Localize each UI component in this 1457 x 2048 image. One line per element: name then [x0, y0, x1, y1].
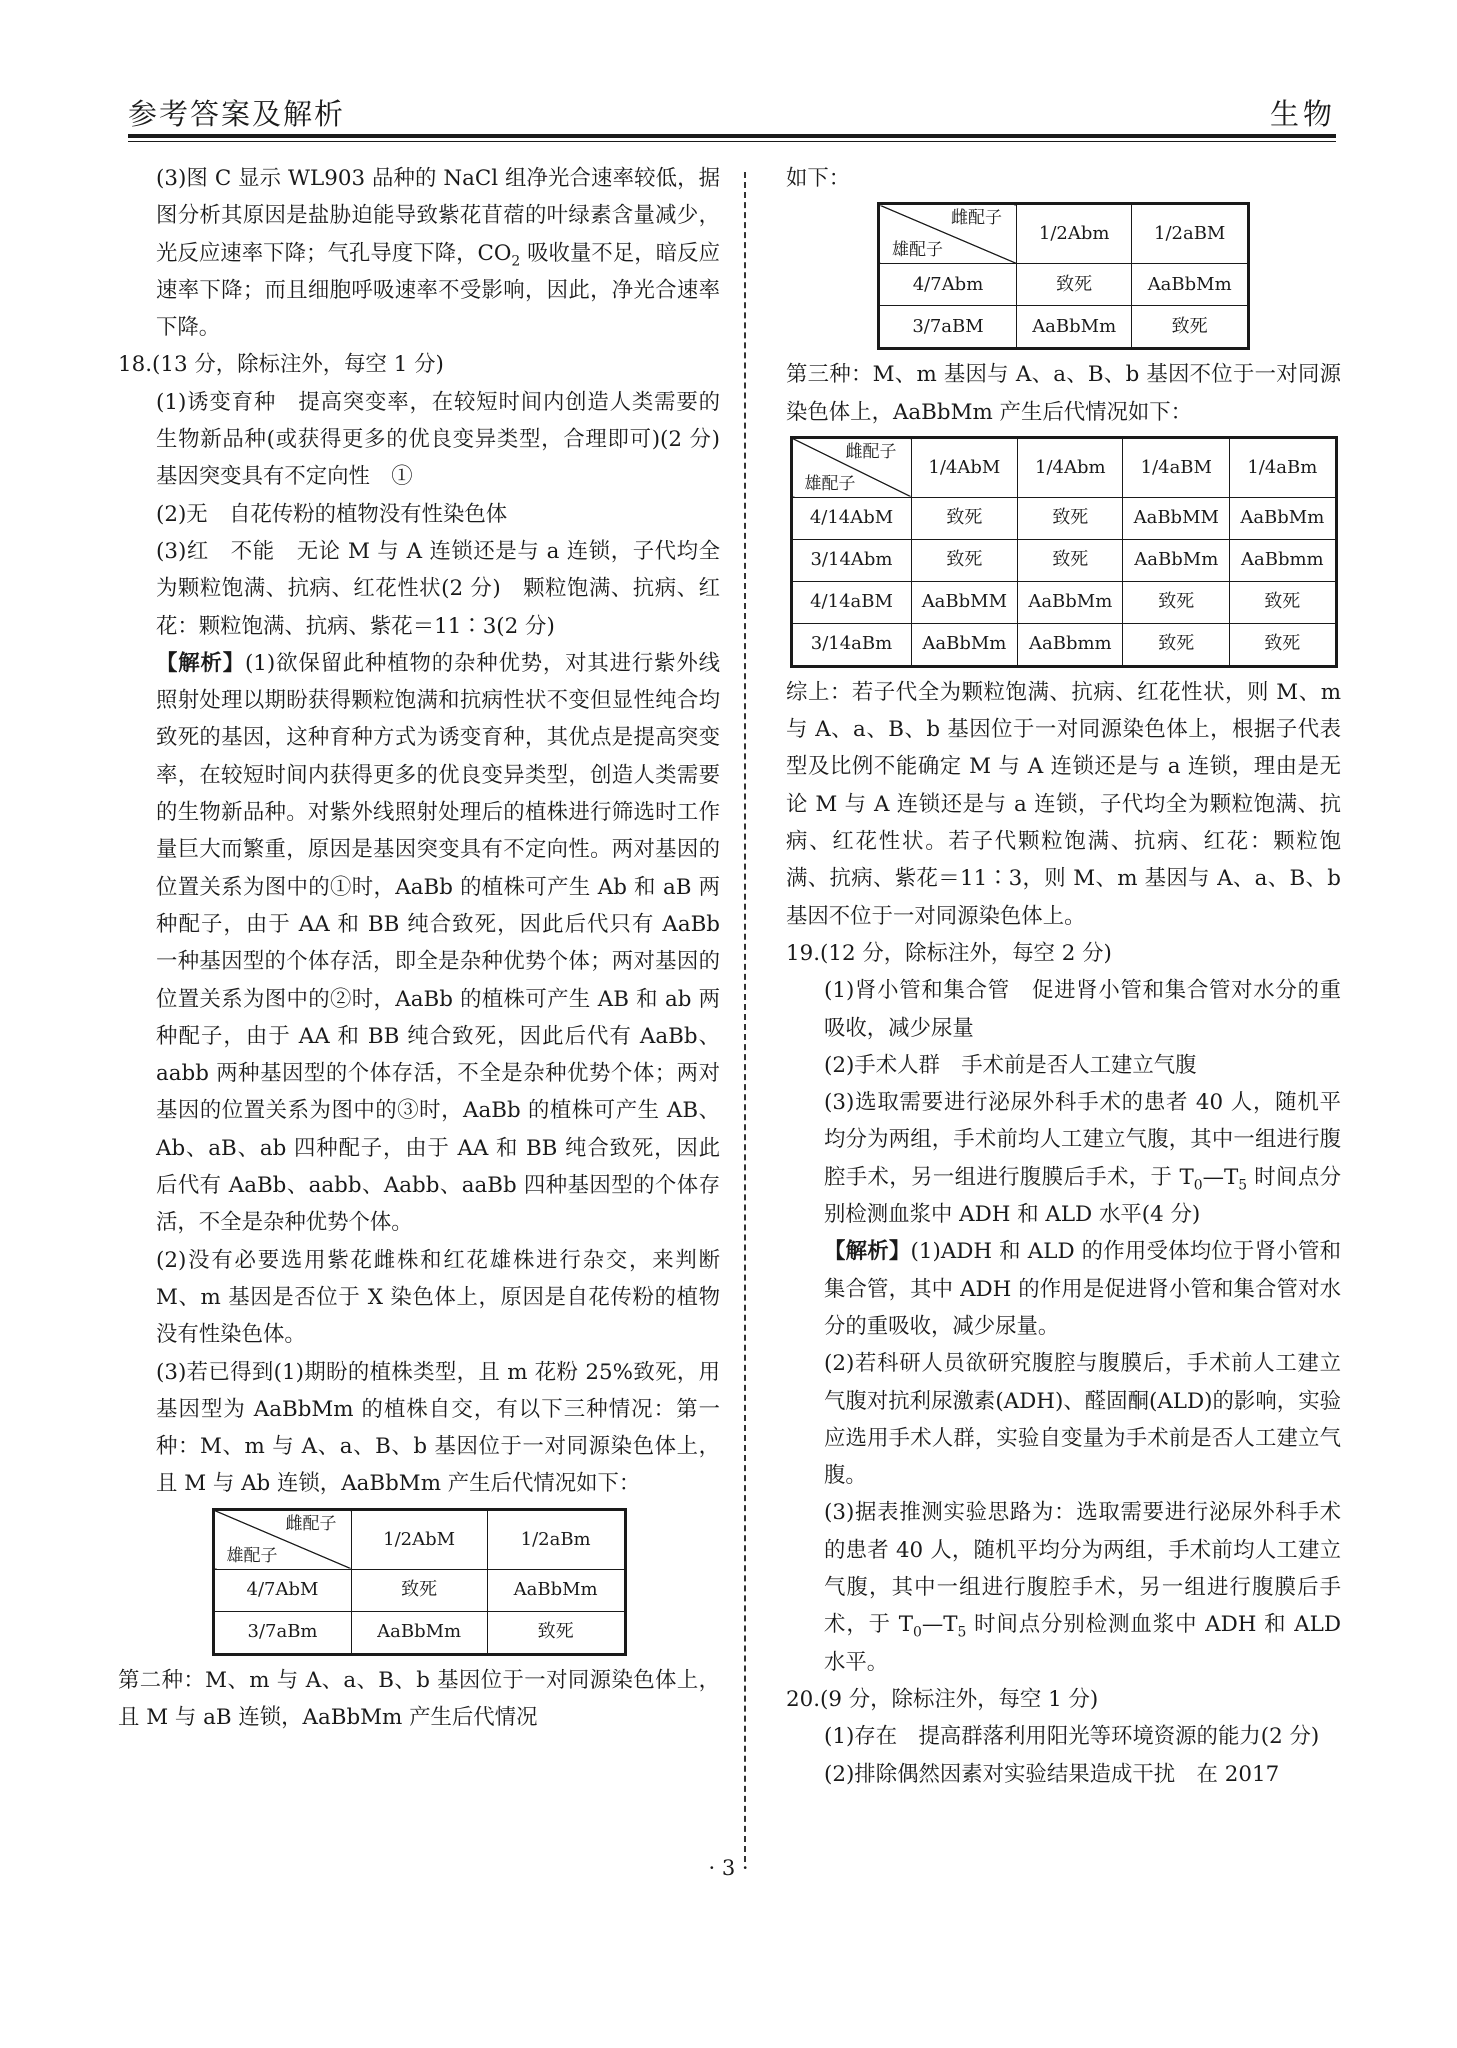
text: 时间点分别检测血浆中 ADH 和 ALD 水平(4 分) — [824, 1164, 1341, 1228]
text: (3)选取需要进行泌尿外科手术的患者 40 人，随机平均分为两组，手术前均人工建立气腹，其中一组进行腹腔手术，另一组进行腹膜后手术，于 T — [824, 1090, 1341, 1190]
answer-18-3: (3)红 不能 无论 M 与 A 连锁还是与 a 连锁，子代均全为颗粒饱满、抗病、红花性状(2 分) 颗粒饱满、抗病、红花：颗粒饱满、抗病、紫花＝11∶3(2 分) — [156, 538, 720, 639]
case-2-text: 第二种：M、m 与 A、a、B、b 基因位于一对同源染色体上，且 M 与 aB 连锁，AaBbMm 产生后代情况 — [118, 1667, 720, 1730]
female-gamete-label: 雌配子 — [285, 1513, 337, 1534]
text: 吸收量不足，暗反应速率下降；而且细胞呼吸速率不受影响，因此，净光合速率下降。 — [156, 240, 720, 341]
male-gamete-label: 雄配子 — [804, 473, 856, 494]
question-19-heading: 19.(12 分，除标注外，每空 2 分) — [786, 940, 1112, 966]
answer-20-2: (2)排除偶然因素对实验结果造成干扰 在 2017 — [824, 1761, 1280, 1787]
analysis-19-1 — [786, 1233, 1341, 1345]
text: —T — [1202, 1164, 1239, 1190]
table-row — [879, 264, 1249, 306]
table-cell: 致死 — [1017, 264, 1132, 306]
table-cell: AaBbmm — [1230, 539, 1336, 581]
table-cell: 致死 — [487, 1611, 625, 1654]
table-cell: 致死 — [1230, 581, 1336, 623]
table-column-header: 1/2aBM — [1132, 204, 1249, 264]
table-cell: 致死 — [911, 497, 1018, 539]
analysis-tag: 【解析】 — [824, 1239, 911, 1265]
table-cell: 致死 — [1123, 623, 1230, 666]
table-cell: AaBbMM — [1123, 497, 1230, 539]
table-cell: AaBbMm — [1123, 539, 1230, 581]
text: 时间点分别检测血浆中 ADH 和 ALD 水平。 — [824, 1612, 1341, 1675]
conclusion-text: 综上：若子代全为颗粒饱满、抗病、红花性状，则 M、m 与 A、a、B、b 基因位于一对同源染色体上，根据子代表型及比例不能确定 M 与 A 连锁还是与 a 连锁，理由是无论 M 与 A 连锁还是与 a 连锁，子代均全为颗粒饱满、抗病、红花性状。若子代颗粒饱满、抗病、红花：颗粒饱满、抗病、紫花＝11∶3，则 M、m 基因与 A、a、B、b 基因不位于一对同源染色体上。 — [786, 679, 1341, 929]
answer-19-2: (2)手术人群 手术前是否人工建立气腹 — [824, 1052, 1197, 1078]
question-18-heading: 18.(13 分，除标注外，每空 1 分) — [118, 352, 444, 378]
left-column — [118, 160, 742, 1736]
table-cell: 致死 — [1018, 539, 1123, 581]
text: (3)据表推测实验思路为：选取需要进行泌尿外科手术的患者 40 人，随机平均分为两组，手术前均人工建立气腹，其中一组进行腹腔手术，另一组进行腹膜后手术，于 T — [824, 1500, 1341, 1638]
subscript: 0 — [1193, 1177, 1203, 1194]
answer-18-1: (1)诱变育种 提高突变率，在较短时间内创造人类需要的生物新品种(或获得更多的优良变异类型，合理即可)(2 分) 基因突变具有不定向性 ① — [156, 389, 742, 490]
case-2-continued: 如下： — [786, 166, 851, 191]
header-subject: 生物 — [1269, 97, 1336, 131]
table-column-header: 1/2AbM — [351, 1509, 487, 1569]
table-cell: AaBbMm — [1018, 581, 1123, 623]
table-header-row — [879, 204, 1249, 264]
co2-subscript: 2 — [511, 252, 521, 269]
table-column-header: 1/2aBm — [487, 1509, 625, 1569]
table-cell: 致死 — [351, 1569, 487, 1611]
table-row — [791, 581, 1336, 623]
table-cell: 致死 — [911, 539, 1018, 581]
page-header — [128, 92, 1336, 130]
table-row-header: 3/7aBM — [879, 306, 1017, 349]
table-cell: AaBbMm — [351, 1611, 487, 1654]
answer-20-1: (1)存在 提高群落利用阳光等环境资源的能力(2 分) — [824, 1724, 1320, 1750]
answer-18-2: (2)无 自花传粉的植物没有性染色体 — [156, 501, 508, 527]
table-header-row — [213, 1509, 625, 1569]
table-cell: 致死 — [1230, 623, 1336, 666]
co2-text: CO — [477, 240, 512, 266]
table-row-header: 3/14aBm — [791, 623, 911, 666]
table-cell: AaBbMm — [1132, 264, 1249, 306]
table-cell: 致死 — [1132, 306, 1249, 349]
table-row — [879, 306, 1249, 349]
table-cell: AaBbMm — [487, 1569, 625, 1611]
table-row-header: 4/14aBM — [791, 581, 911, 623]
table-cell: AaBbMm — [911, 623, 1018, 666]
punnett-table-1 — [212, 1508, 627, 1656]
table-row — [791, 539, 1336, 581]
text: —T — [921, 1612, 958, 1638]
table-row — [791, 497, 1336, 539]
table-cell: AaBbmm — [1018, 623, 1123, 666]
header-rule-thick — [128, 134, 1336, 138]
header-rule-thin — [128, 141, 1336, 142]
page-number: · 3 · — [708, 1856, 749, 1880]
table-row — [213, 1611, 625, 1654]
table-row-header: 4/7AbM — [213, 1569, 351, 1611]
table-column-header: 1/4Abm — [1018, 437, 1123, 497]
table-column-header: 1/2Abm — [1017, 204, 1132, 264]
header-title: 参考答案及解析 — [128, 97, 346, 131]
case-3-text: 第三种：M、m 基因与 A、a、B、b 基因不位于一对同源染色体上，AaBbMm 产生后代情况如下： — [786, 362, 1341, 425]
table-cell: 致死 — [1123, 581, 1230, 623]
table-cell: AaBbMm — [1230, 497, 1336, 539]
table-column-header: 1/4aBM — [1123, 437, 1230, 497]
punnett-table-2 — [877, 202, 1250, 350]
table-row-header: 4/7Abm — [879, 264, 1017, 306]
paragraph-17-3 — [118, 160, 720, 346]
table-row-header: 3/7aBm — [213, 1611, 351, 1654]
male-gamete-label: 雄配子 — [226, 1545, 278, 1566]
table-row-header: 4/14AbM — [791, 497, 911, 539]
analysis-19-2: (2)若科研人员欲研究腹腔与腹膜后，手术前人工建立气腹对抗利尿激素(ADH)、醛固酮(ALD)的影响，实验应选用手术人群，实验自变量为手术前是否人工建立气腹。 — [824, 1351, 1341, 1489]
table-corner-cell — [879, 204, 1017, 264]
answer-19-3 — [786, 1084, 1341, 1233]
female-gamete-label: 雌配子 — [951, 208, 1002, 229]
right-column — [786, 160, 1341, 1793]
table-cell: 致死 — [1018, 497, 1123, 539]
table-cell: AaBbMm — [1017, 306, 1132, 349]
table-corner-cell — [213, 1509, 351, 1569]
question-20-heading: 20.(9 分，除标注外，每空 1 分) — [786, 1686, 1099, 1712]
female-gamete-label: 雌配子 — [845, 441, 897, 462]
subscript: 5 — [957, 1624, 967, 1641]
analysis-18-1 — [118, 645, 720, 1242]
analysis-18-3: (3)若已得到(1)期盼的植株类型，且 m 花粉 25%致死，用基因型为 AaBbMm 的植株自交，有以下三种情况：第一种：M、m 与 A、a、B、b 基因位于一对同源染色体上，且 M 与 Ab 连锁，AaBbMm 产生后代情况如下： — [156, 1359, 720, 1497]
analysis-18-2: (2)没有必要选用紫花雌株和红花雄株进行杂交，来判断 M、m 基因是否位于 X 染色体上，原因是自花传粉的植物没有性染色体。 — [156, 1247, 720, 1348]
table-column-header: 1/4AbM — [911, 437, 1018, 497]
analysis-19-3 — [786, 1494, 1341, 1680]
table-row-header: 3/14Abm — [791, 539, 911, 581]
column-divider — [744, 172, 746, 1862]
table-row — [791, 623, 1336, 666]
table-corner-cell — [791, 437, 911, 497]
subscript: 0 — [913, 1624, 922, 1641]
analysis-tag: 【解析】 — [156, 650, 245, 676]
text: (1)欲保留此种植物的杂种优势，对其进行紫外线照射处理以期盼获得颗粒饱满和抗病性状不变但显性纯合均致死的基因，这种育种方式为诱变育种，其优点是提高突变率，在较短时间内获得更多的优良变异类型，创造人类需要的生物新品种。对紫外线照射处理后的植株进行筛选时工作量巨大而繁重，原因是基因突变具有不定向性。两对基因的位置关系为图中的①时，AaBb 的植株可产生 Ab 和 aB 两种配子，由于 AA 和 BB 纯合致死，因此后代只有 AaBb 一种基因型的个体存活，即全是杂种优势个体；两对基因的位置关系为图中的②时，AaBb 的植株可产生 AB 和 ab 两种配子，由于 AA 和 BB 纯合致死，因此后代有 AaBb、aabb 两种基因型的个体存活，不全是杂种优势个体；两对基因的位置关系为图中的③时，AaBb 的植株可产生 AB、Ab、aB、ab 四种配子，由于 AA 和 BB 纯合致死，因此后代有 AaBb、aabb、Aabb、aaBb 四种基因型的个体存活，不全是杂种优势个体。 — [156, 650, 720, 1236]
table-cell: AaBbMM — [911, 581, 1018, 623]
male-gamete-label: 雄配子 — [892, 240, 943, 261]
table-column-header: 1/4aBm — [1230, 437, 1336, 497]
text: (3)图 C 显示 WL903 品种的 NaCl 组净光合速率较低，据图分析其原因是盐胁迫能导致紫花苜蓿的叶绿素含量减少，光反应速率下降；气孔导度下降， — [156, 166, 720, 266]
text: (1)ADH 和 ALD 的作用受体均位于肾小管和集合管，其中 ADH 的作用是促进肾小管和集合管对水分的重吸收，减少尿量。 — [824, 1239, 1341, 1339]
answer-19-1: (1)肾小管和集合管 促进肾小管和集合管对水分的重吸收，减少尿量 — [824, 978, 1341, 1041]
punnett-table-3 — [790, 436, 1338, 668]
subscript: 5 — [1238, 1177, 1248, 1194]
table-header-row — [791, 437, 1336, 497]
table-row — [213, 1569, 625, 1611]
